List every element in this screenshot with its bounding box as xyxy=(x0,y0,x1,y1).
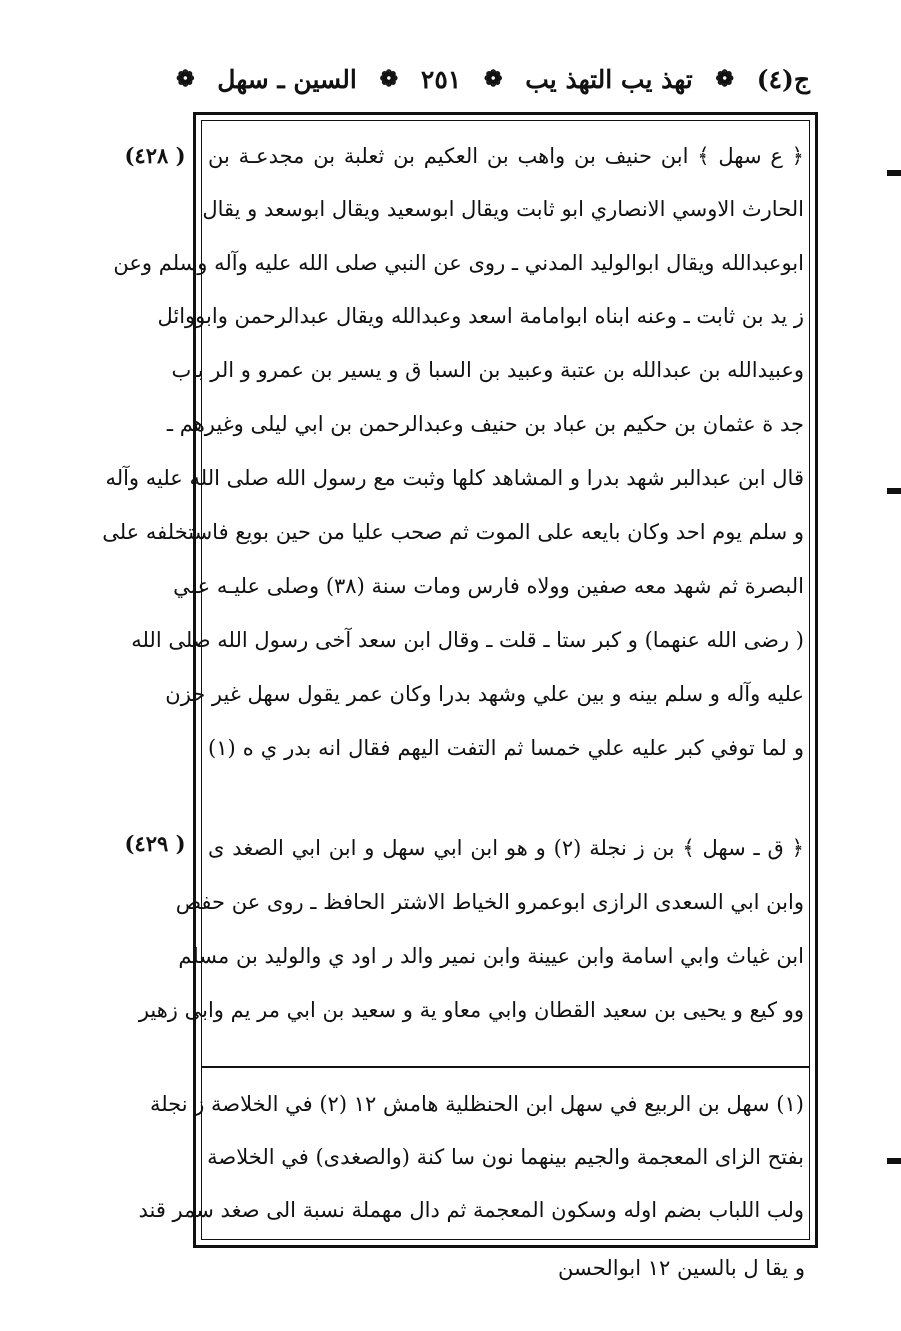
text-line: و لما توفي كبر عليه علي خمسا ثم التفت اليهم فقال انه بدر ي ه (١) xyxy=(208,736,804,760)
footnote-line: ولب اللباب بضم اوله وسكون المعجمة ثم دال مهملة نسبة الى صغد سمر قند xyxy=(138,1198,804,1222)
scan-mark xyxy=(887,1158,901,1164)
entry-number: ( ٤٢٨) xyxy=(124,143,186,168)
text-line: وابن ابي السعدى الرازى ابوعمرو الخياط الاشتر الحافظ ـ روى عن حفص xyxy=(175,890,804,914)
ornament-icon: ❁ xyxy=(379,66,399,92)
text-line: عليه وآله و سلم بينه و بين علي وشهد بدرا وكان عمر يقول سهل غير حزن xyxy=(165,682,804,706)
ornament-icon: ❁ xyxy=(176,66,195,92)
text-line: ابوعبدالله ويقال ابوالوليد المدني ـ روى عن النبي صلى الله عليه وآله وسلم وعن xyxy=(113,251,804,275)
ornament-icon: ❁ xyxy=(484,66,503,92)
page-number: ٢٥١ xyxy=(420,64,462,94)
text-line: ﴿ ق ـ سهل ﴾ بن ز نجلة (٢) و هو ابن ابي سهل و ابن ابي الصغد ى xyxy=(208,836,804,860)
text-line: ﴿ ع سهل ﴾ ابن حنيف بن واهب بن العكيم بن ثعلبة بن مجدعـة بن xyxy=(208,144,804,168)
scan-mark xyxy=(887,488,901,494)
text-line: وعبيدالله بن عبدالله بن عتبة وعبيد بن السبا ق و يسير بن عمرو و الر باب xyxy=(171,358,804,382)
text-line: جد ة عثمان بن حكيم بن عباد بن حنيف وعبدالرحمن بن ابي ليلى وغيرهم ـ xyxy=(166,412,804,436)
text-line: ز يد بن ثابت ـ وعنه ابناه ابوامامة اسعد وعبدالله ويقال عبدالرحمن وابووائل xyxy=(157,304,804,328)
volume-label: ج(٤) xyxy=(756,64,810,94)
text-line: البصرة ثم شهد معه صفين وولاه فارس ومات سنة (٣٨) وصلى عليـه علي xyxy=(173,574,804,598)
text-line: قال ابن عبدالبر شهد بدرا و المشاهد كلها وثبت مع رسول الله صلى الله عليه وآله xyxy=(105,466,804,490)
marginal-note: و يقا ل بالسين ١٢ ابوالحسن xyxy=(558,1256,805,1280)
text-line: ابن غياث وابي اسامة وابن عيينة وابن نمير والد ر اود ي والوليد بن مسلم xyxy=(178,944,804,968)
running-header xyxy=(170,58,810,100)
text-line: وو كيع و يحيى بن سعيد القطان وابي معاو ية و سعيد بن ابي مر يم وابى زهير xyxy=(138,998,804,1022)
scan-mark xyxy=(887,170,901,176)
section-label: السين ـ سهل xyxy=(217,64,357,94)
footnote-line: بفتح الزاى المعجمة والجيم بينهما نون سا كنة (والصغدى) في الخلاصة xyxy=(207,1145,804,1169)
book-title: تهذ يب التهذ يب xyxy=(525,64,693,94)
footnote-line: (١) سهل بن الربيع في سهل ابن الحنظلية هامش ١٢ (٢) في الخلاصة ز نجلة xyxy=(149,1092,804,1116)
footnote-rule xyxy=(201,1066,810,1068)
ornament-icon: ❁ xyxy=(715,66,734,92)
text-line: و سلم يوم احد وكان بايعه على الموت ثم صحب عليا من حين بويع فاستخلفه على xyxy=(102,520,804,544)
text-line: ( رضى الله عنهما) و كبر ستا ـ قلت ـ وقال ابن سعد آخى رسول الله صلى الله xyxy=(131,628,804,652)
entry-number: ( ٤٢٩) xyxy=(124,831,186,856)
text-line: الحارث الاوسي الانصاري ابو ثابت ويقال ابوسعيد ويقال ابوسعد و يقال xyxy=(202,197,804,221)
